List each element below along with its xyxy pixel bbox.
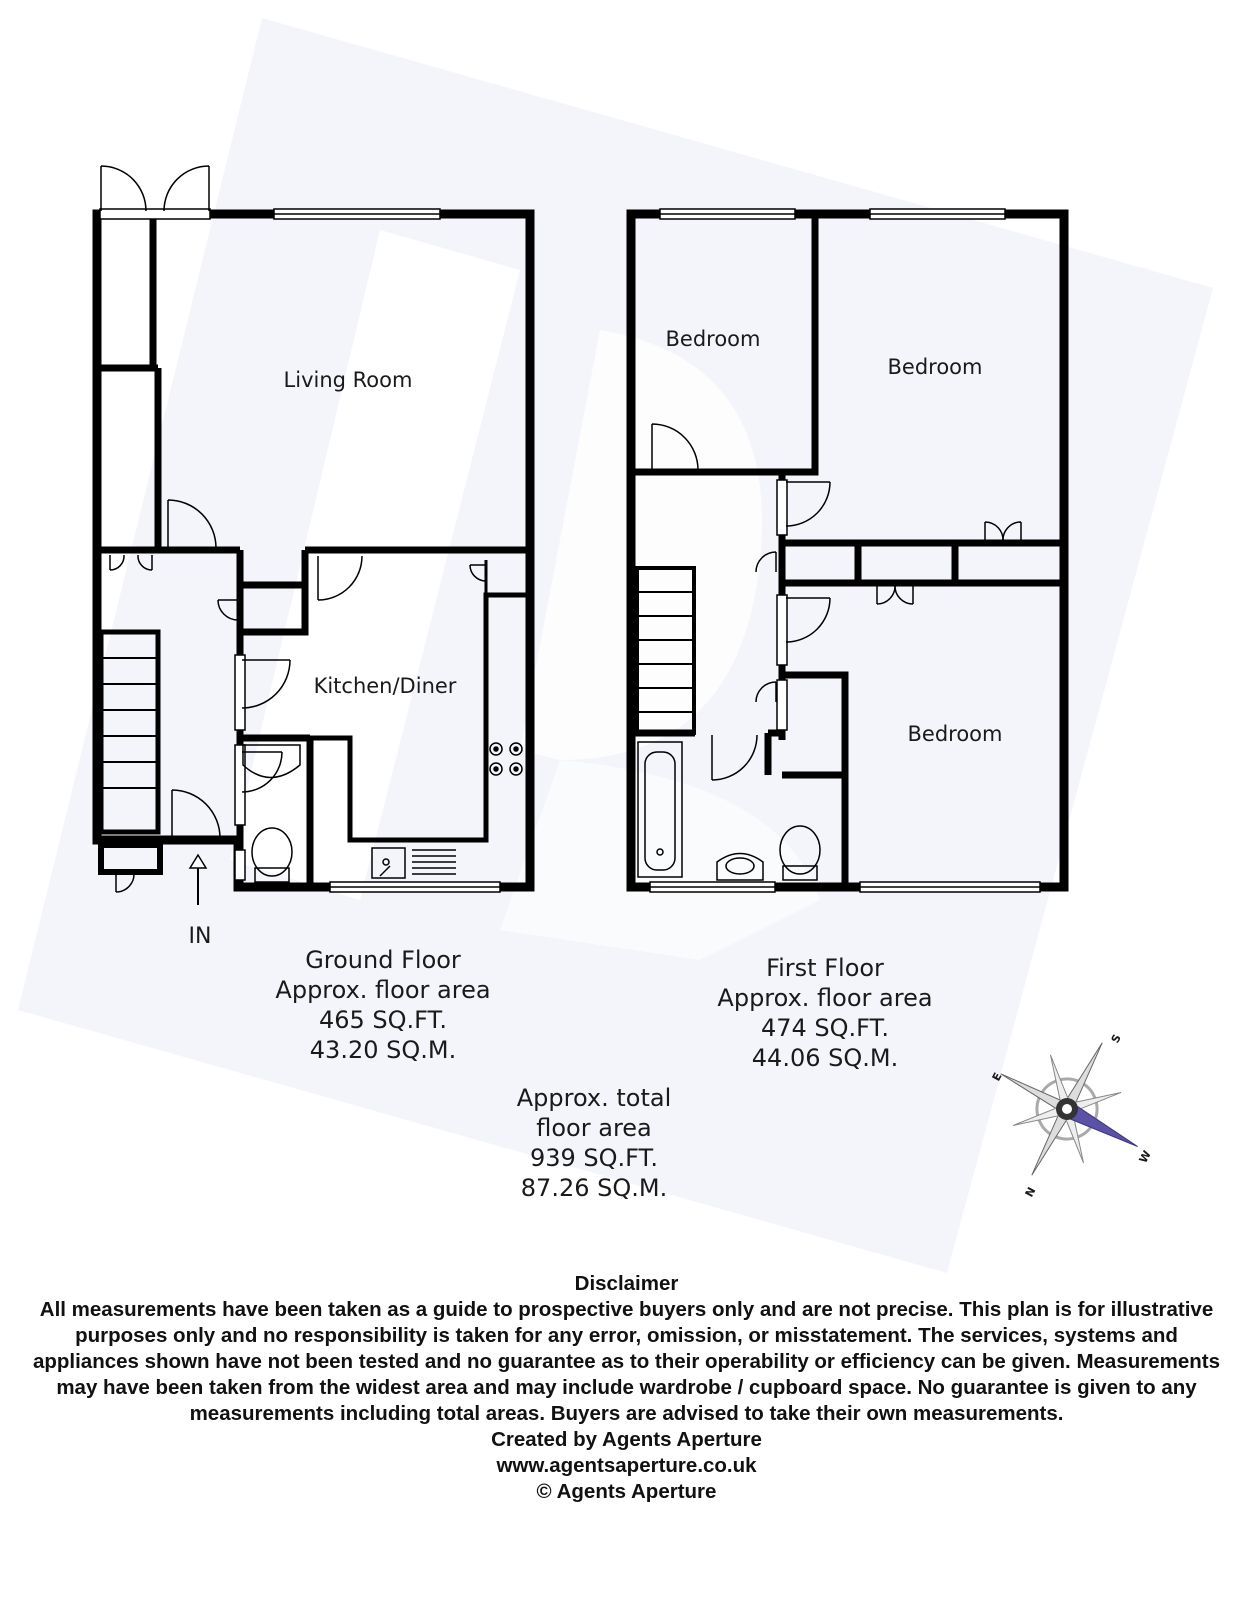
entrance-label: IN <box>188 924 212 949</box>
disclaimer-body: All measurements have been taken as a guide to prospective buyers only and are not precise. This plan is for illustrative purposes only and no responsibility is taken for any error, omission, or misstatement. The services, systems and appliances shown have not been tested and no guarantee as to their operability or efficiency can be given. Measurements may have been taken from the widest area and may include wardrobe / cupboard space. No guarantee is given to any measurements including total areas. Buyers are advised to take their own measurements. <box>32 1298 1221 1425</box>
disclaimer <box>20 1271 1233 1505</box>
total-area-line2: floor area <box>536 1114 652 1142</box>
compass-e: E <box>989 1070 1005 1084</box>
compass-w: W <box>1136 1148 1154 1166</box>
first-floor-area-label: Approx. floor area <box>717 984 933 1012</box>
first-floor-sqm: 44.06 SQ.M. <box>751 1044 899 1072</box>
ground-floor-name: Ground Floor <box>305 946 461 974</box>
total-area-sqm: 87.26 SQ.M. <box>520 1174 668 1202</box>
website-link[interactable]: www.agentsaperture.co.uk <box>496 1454 757 1477</box>
room-label-bedroom-1: Bedroom <box>665 327 761 351</box>
ground-floor-sqft: 465 SQ.FT. <box>318 1006 448 1034</box>
total-area-sqft: 939 SQ.FT. <box>529 1144 659 1172</box>
room-label-living-room: Living Room <box>283 368 413 392</box>
room-label-bedroom-3: Bedroom <box>907 722 1003 746</box>
ground-floor-sqm: 43.20 SQ.M. <box>309 1036 457 1064</box>
first-floor-name: First Floor <box>766 954 884 982</box>
copyright: © Agents Aperture <box>536 1480 717 1503</box>
compass-s: S <box>1108 1032 1124 1046</box>
ground-floor-area-label: Approx. floor area <box>275 976 491 1004</box>
first-floor-sqft: 474 SQ.FT. <box>760 1014 890 1042</box>
compass-n: N <box>1022 1185 1039 1200</box>
disclaimer-title: Disclaimer <box>574 1272 679 1295</box>
created-by: Created by Agents Aperture <box>491 1428 762 1451</box>
room-label-bedroom-2: Bedroom <box>887 355 983 379</box>
total-area-line1: Approx. total <box>516 1084 672 1112</box>
room-label-kitchen-diner: Kitchen/Diner <box>313 674 457 698</box>
